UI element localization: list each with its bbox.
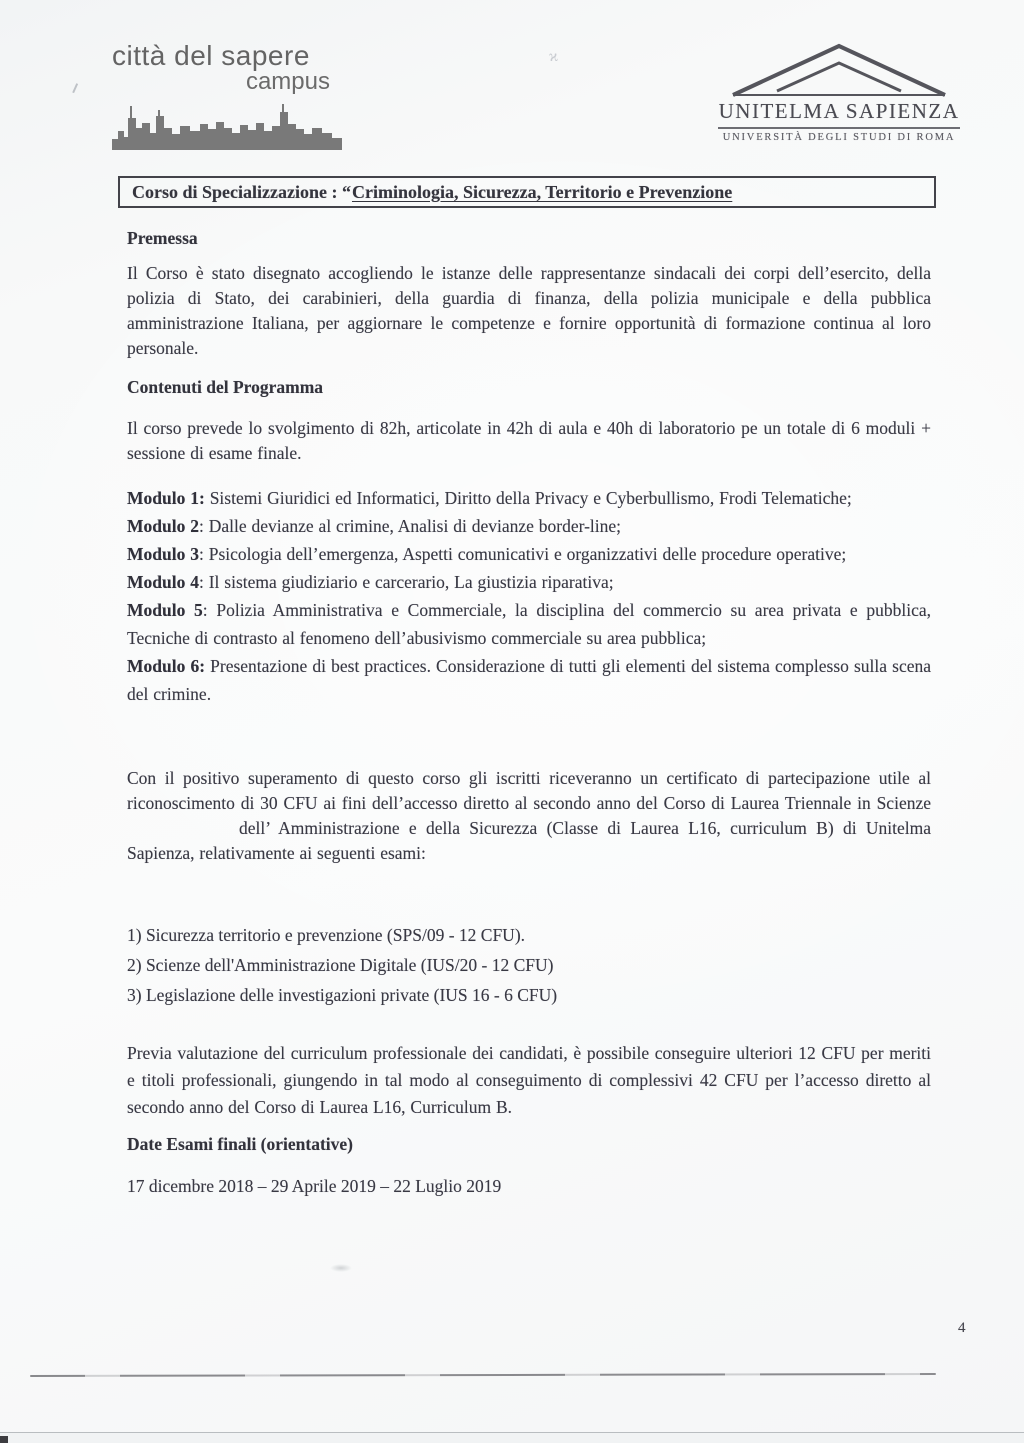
modulo-3-label: Modulo 3 bbox=[127, 544, 199, 564]
modulo-5 bbox=[127, 596, 931, 652]
pediment-roof-icon bbox=[716, 42, 962, 98]
modulo-1 bbox=[127, 484, 931, 512]
course-title-underlined: Criminologia, Sicurezza, Territorio e Prevenzione bbox=[351, 181, 733, 202]
scan-artifact bbox=[330, 1264, 352, 1272]
modulo-4-label: Modulo 4 bbox=[127, 572, 199, 592]
premessa-heading: Premessa bbox=[127, 228, 198, 248]
modulo-1-text: Sistemi Giuridici ed Informatici, Diritto della Privacy e Cyberbullismo, Frodi Telematiche; bbox=[204, 488, 852, 508]
exam-list-item: 1) Sicurezza territorio e prevenzione (SPS/09 - 12 CFU). bbox=[127, 925, 526, 945]
certificato-paragraph bbox=[127, 766, 931, 866]
scan-corner-mark bbox=[0, 1436, 8, 1443]
logo-text-line2: campus bbox=[245, 68, 330, 95]
course-title-prefix: Corso di Specializzazione : “ bbox=[132, 181, 351, 202]
previa-paragraph: Previa valutazione del curriculum professionale dei candidati, è possibile conseguire ulteriori 12 CFU per meriti e titoli professionali, giungendo in tal modo al conseguimento di complessivi 42 CFU per l’accesso diretto al secondo anno del Corso di Laurea L16, Curriculum B. bbox=[127, 1043, 931, 1117]
modulo-5-text: : Polizia Amministrativa e Commerciale, la disciplina del commercio su area privata e pubblica, Tecniche di contrasto al fenomeno dell’abusivismo commerciale su area pubblica; bbox=[127, 600, 931, 648]
exam-list-item: 3) Legislazione delle investigazioni private (IUS 16 - 6 CFU) bbox=[127, 985, 558, 1005]
exam-list bbox=[127, 920, 931, 1010]
university-subtitle: UNIVERSITÀ DEGLI STUDI DI ROMA bbox=[722, 132, 956, 143]
scan-edge-strip bbox=[0, 1433, 1024, 1443]
contenuti-paragraph: Il corso prevede lo svolgimento di 82h, articolate in 42h di aula e 40h di laboratorio pe un totale di 6 moduli + sessione di esame finale. bbox=[127, 418, 931, 463]
modulo-2-text: : Dalle devianze al crimine, Analisi di devianze border-line; bbox=[198, 516, 622, 536]
modulo-5-label: Modulo 5 bbox=[127, 600, 203, 620]
citta-del-sapere-logo bbox=[112, 40, 352, 150]
scan-artifact: ϰ bbox=[549, 48, 558, 65]
logo-text-line1: città del sapere bbox=[112, 40, 310, 71]
modulo-2-label: Modulo 2 bbox=[127, 516, 199, 536]
moduli-list bbox=[127, 484, 931, 708]
exam-list-item: 2) Scienze dell'Amministrazione Digitale (IUS/20 - 12 CFU) bbox=[127, 955, 554, 975]
modulo-2 bbox=[127, 512, 931, 540]
footer-rule bbox=[30, 1373, 936, 1377]
date-esami-heading: Date Esami finali (orientative) bbox=[127, 1134, 353, 1154]
scan-artifact bbox=[72, 83, 82, 95]
city-skyline-icon bbox=[112, 98, 352, 150]
modulo-1-label: Modulo 1: bbox=[127, 488, 205, 508]
contenuti-heading: Contenuti del Programma bbox=[127, 377, 324, 397]
university-name: UNITELMA SAPIENZA bbox=[718, 99, 960, 123]
modulo-6-text: Presentazione di best practices. Considerazione di tutti gli elementi del sistema complesso sulla scena del crimine. bbox=[127, 656, 931, 704]
modulo-6-label: Modulo 6: bbox=[127, 656, 206, 676]
modulo-4-text: : Il sistema giudiziario e carcerario, La giustizia riparativa; bbox=[198, 572, 614, 592]
premessa-paragraph: Il Corso è stato disegnato accogliendo le istanze delle rappresentanze sindacali dei corpi dell’esercito, della polizia di Stato, dei carabinieri, della guardia di finanza, della polizia municipale e della pubblica amministrazione Italiana, per aggiornare le competenze e fornire opportunità di formazione continua al loro personale. bbox=[127, 263, 931, 358]
unitelma-sapienza-logo bbox=[716, 42, 962, 143]
certificato-text-part1: Con il positivo superamento di questo corso gli iscritti riceveranno un certificato di partecipazione utile al riconoscimento di 30 CFU ai fini dell’accesso diretto al secondo anno del Corso di Laurea Triennale in Scienze bbox=[127, 768, 931, 813]
date-esami-values: 17 dicembre 2018 – 29 Aprile 2019 – 22 Luglio 2019 bbox=[127, 1176, 502, 1196]
certificato-text-part2: dell’ Amministrazione e della Sicurezza (Classe di Laurea L16, curriculum B) di Unitelma Sapienza, relativamente ai seguenti esami: bbox=[127, 818, 931, 863]
modulo-3-text: : Psicologia dell’emergenza, Aspetti comunicativi e organizzativi delle procedure operative; bbox=[198, 544, 847, 564]
logo-divider bbox=[718, 127, 960, 129]
modulo-4 bbox=[127, 568, 931, 596]
modulo-3 bbox=[127, 540, 931, 568]
course-title-box bbox=[118, 176, 936, 208]
page-number: 4 bbox=[958, 1320, 966, 1336]
modulo-6 bbox=[127, 652, 931, 708]
